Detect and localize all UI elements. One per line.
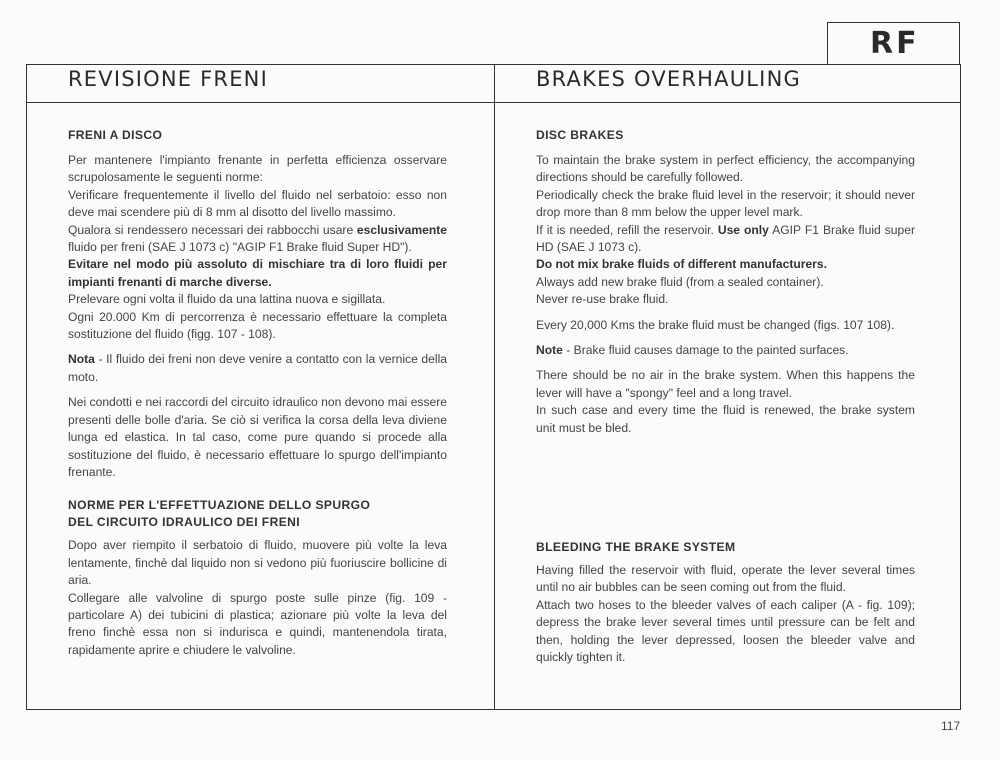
heading-bleeding: BLEEDING THE BRAKE SYSTEM (536, 540, 736, 554)
paragraph (536, 222, 915, 257)
paragraph: In such case and every time the fluid is renewed, the brake system unit must be bled. (536, 403, 915, 435)
text-run: If it is needed, refill the reservoir. (536, 222, 718, 237)
bold-paragraph (536, 256, 915, 273)
bold-paragraph (68, 256, 447, 291)
italian-column (68, 127, 447, 659)
italian-title: REVISIONE FRENI (68, 67, 268, 91)
paragraph: Ogni 20.000 Km di percorrenza è necessario effettuare la completa sostituzione del fluido (figg. 107 - 108). (68, 309, 447, 342)
note-paragraph (68, 351, 447, 386)
column-divider (494, 64, 495, 710)
bold-run: esclusivamente (356, 222, 447, 237)
note-label: Nota (68, 352, 95, 367)
heading-norme-spurgo (68, 497, 447, 531)
bold-run: Use only (717, 222, 769, 237)
text-run: fluido per freni (SAE J 1073 c) "AGIP F1 Brake fluid Super HD"). (68, 240, 412, 255)
english-title: BRAKES OVERHAULING (536, 67, 801, 91)
english-bleeding-section (536, 539, 915, 666)
bold-run: Do not mix brake fluids of different manufacturers. (536, 257, 827, 272)
paragraph: Always add new brake fluid (from a sealed container). (536, 274, 824, 289)
heading-line: NORME PER L'EFFETTUAZIONE DELLO SPURGO (68, 498, 371, 513)
section-tab: RF (827, 22, 960, 64)
paragraph: Per mantenere l'impianto frenante in perfetta efficienza osservare scrupolosamente le seguenti norme: (68, 153, 447, 185)
bold-run: Evitare nel modo più assoluto di mischiare tra di loro fluidi per impianti frenanti di marche diverse. (68, 257, 447, 289)
paragraph: Periodically check the brake fluid level in the reservoir; it should never drop more than 8 mm below the upper level mark. (536, 187, 915, 220)
text-run: - Brake fluid causes damage to the painted surfaces. (562, 343, 849, 358)
heading-freni-a-disco: FRENI A DISCO (68, 128, 163, 142)
paragraph: To maintain the brake system in perfect efficiency, the accompanying directions should be carefully followed. (536, 153, 915, 185)
paragraph: Collegare alle valvoline di spurgo poste sulle pinze (fig. 109 - particolare A) dei tubicini di plastica; azionare più volte la leva del freno finchè essa non si indurisca e quindi, mantenendola tirata, rapidamente aprire e chiudere le valvoline. (68, 590, 447, 657)
paragraph: Never re-use brake fluid. (536, 292, 669, 307)
page-number: 117 (941, 719, 961, 733)
paragraph: Nei condotti e nei raccordi del circuito idraulico non devono mai essere presenti delle bolle d'aria. Se ciò si verifica la corsa della leva diviene lunga ed elastica. In tal caso, come pure quando si procede alla sostituzione del fluido, è necessario effettuare lo spurgo dell'impianto frenante. (68, 395, 447, 479)
note-paragraph (536, 342, 915, 359)
heading-disc-brakes: DISC BRAKES (536, 128, 624, 142)
heading-line: DEL CIRCUITO IDRAULICO DEI FRENI (68, 515, 301, 530)
paragraph: Verificare frequentemente il livello del fluido nel serbatoio: esso non deve mai scendere più di 8 mm al disotto del livello massimo. (68, 187, 447, 220)
paragraph: There should be no air in the brake system. When this happens the lever will have a "spongy" feel and a long travel. (536, 368, 915, 400)
paragraph: Having filled the reservoir with fluid, operate the lever several times until no air bubbles can be seen coming out from the fluid. (536, 563, 915, 595)
paragraph: Every 20,000 Kms the brake fluid must be changed (figs. 107 108). (536, 317, 895, 332)
paragraph: Prelevare ogni volta il fluido da una lattina nuova e sigillata. (68, 292, 386, 307)
english-column (536, 127, 915, 437)
paragraph: Dopo aver riempito il serbatoio di fluido, muovere più volte la leva lentamente, finchè dal liquido non si vedono più fuoriuscire bollicine di aria. (68, 538, 447, 588)
paragraph (68, 222, 447, 257)
paragraph: Attach two hoses to the bleeder valves of each caliper (A - fig. 109); depress the brake lever several times until pressure can be felt and then, holding the lever depressed, loosen the bleeder valve and quickly tighten it. (536, 597, 915, 665)
text-run: Qualora si rendessero necessari dei rabbocchi usare (68, 222, 357, 237)
note-label: Note (536, 343, 563, 358)
text-run: AGIP F1 Brake fluid super HD (SAE J 1073 c). (536, 222, 915, 255)
text-run: - Il fluido dei freni non deve venire a contatto con la vernice della moto. (68, 352, 447, 384)
